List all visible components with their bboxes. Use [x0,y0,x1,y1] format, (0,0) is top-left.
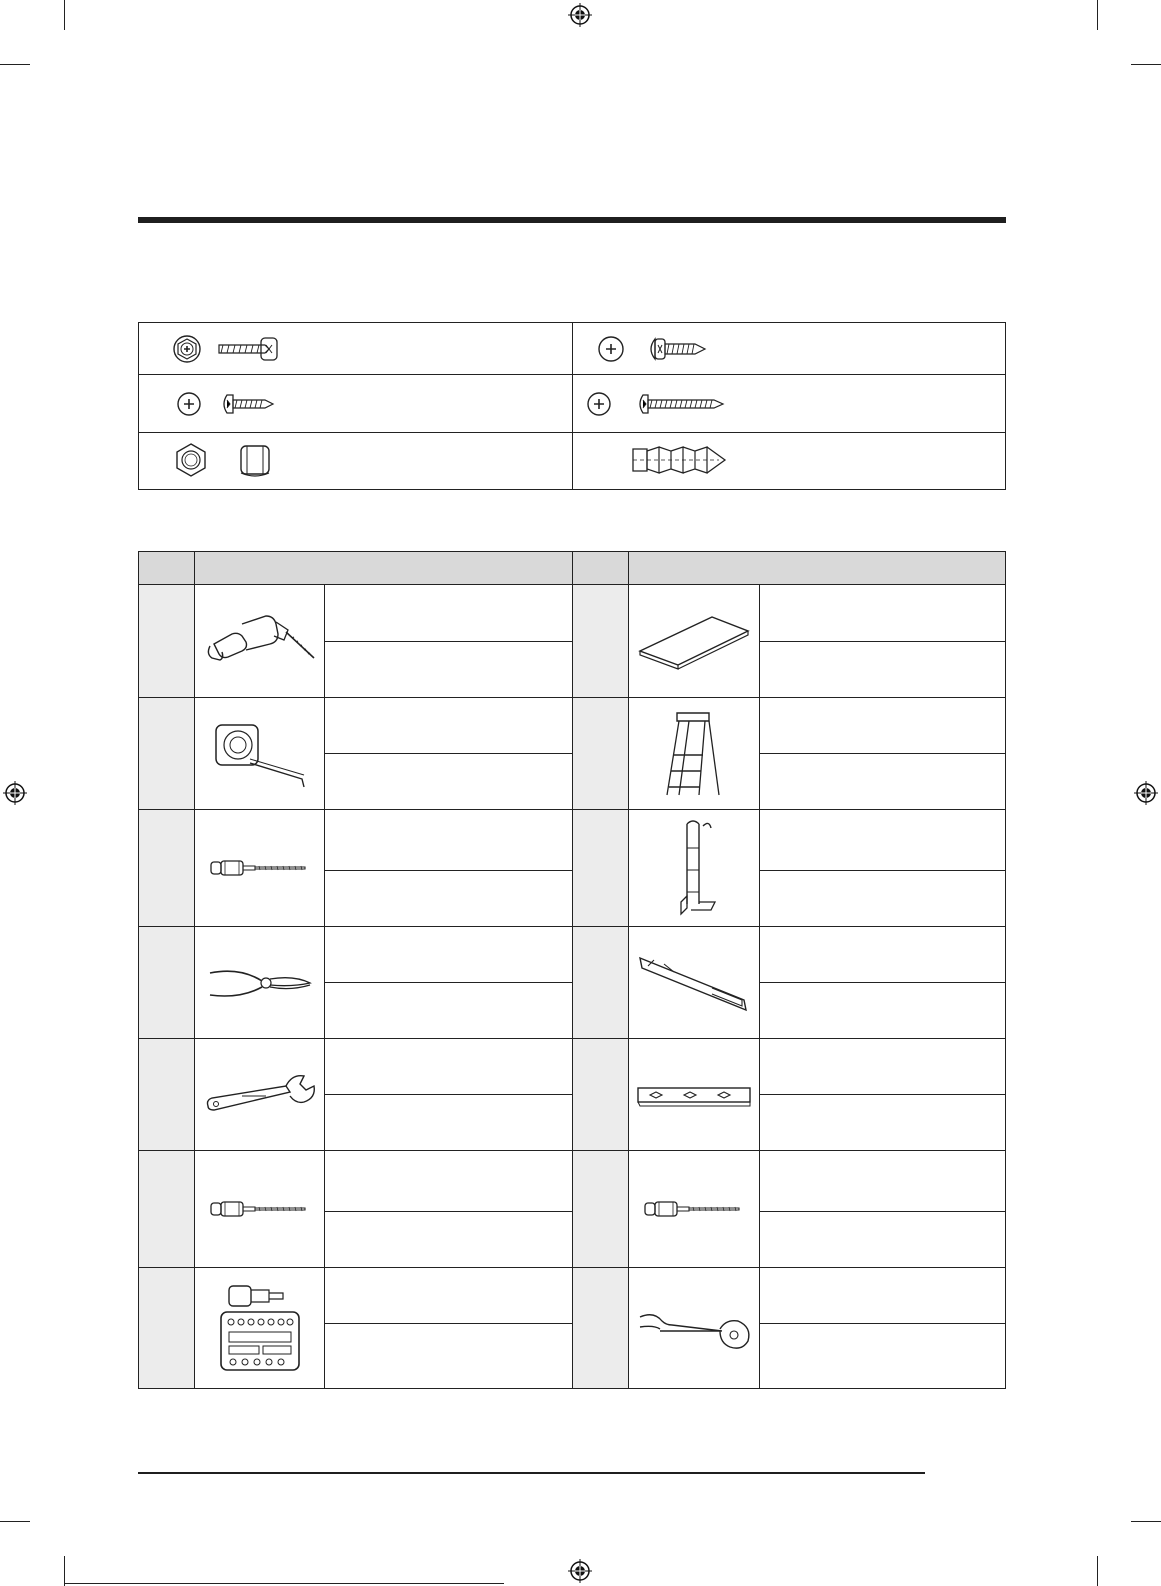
flathead-screwdriver-icon [205,1197,315,1221]
long-phillips-screw-icon [585,387,735,421]
screwdriver-icon [205,856,315,880]
footer-rule [138,1472,925,1474]
crop-mark [1097,0,1098,30]
tools-table [138,551,1006,1389]
crop-mark [64,1556,65,1586]
crop-mark [1131,1521,1161,1522]
registration-mark-icon [568,3,592,27]
small-screwdriver-icon [639,1197,749,1221]
registration-mark-icon [1134,781,1158,805]
crop-mark [0,64,30,65]
tape-measure-icon [210,719,310,789]
screws-table [138,322,1006,490]
adjustable-wrench-icon [202,1070,318,1120]
pliers-icon [204,963,316,1003]
level-icon [634,1080,754,1110]
phillips-tapping-screw-icon [175,387,285,421]
registration-mark-icon [3,781,27,805]
door-hinge-wrench-icon [634,1303,754,1353]
step-ladder-icon [659,709,729,799]
crop-mark [64,0,65,30]
socket-set-icon [215,1280,305,1376]
phillips-pan-head-screw-icon [597,331,727,367]
protective-mat-icon [634,611,754,671]
hand-truck-icon [659,818,729,918]
hex-washer-head-screw-icon [171,331,281,367]
crop-mark [64,1583,504,1584]
registration-mark-icon [568,1559,592,1583]
utility-knife-icon [634,948,754,1018]
crop-mark [0,1521,30,1522]
hex-nut-icon [171,440,281,480]
crop-mark [1097,1556,1098,1586]
drill-icon [200,606,320,676]
header-rule [138,217,1006,223]
wall-anchor-icon [629,441,739,479]
crop-mark [1131,64,1161,65]
